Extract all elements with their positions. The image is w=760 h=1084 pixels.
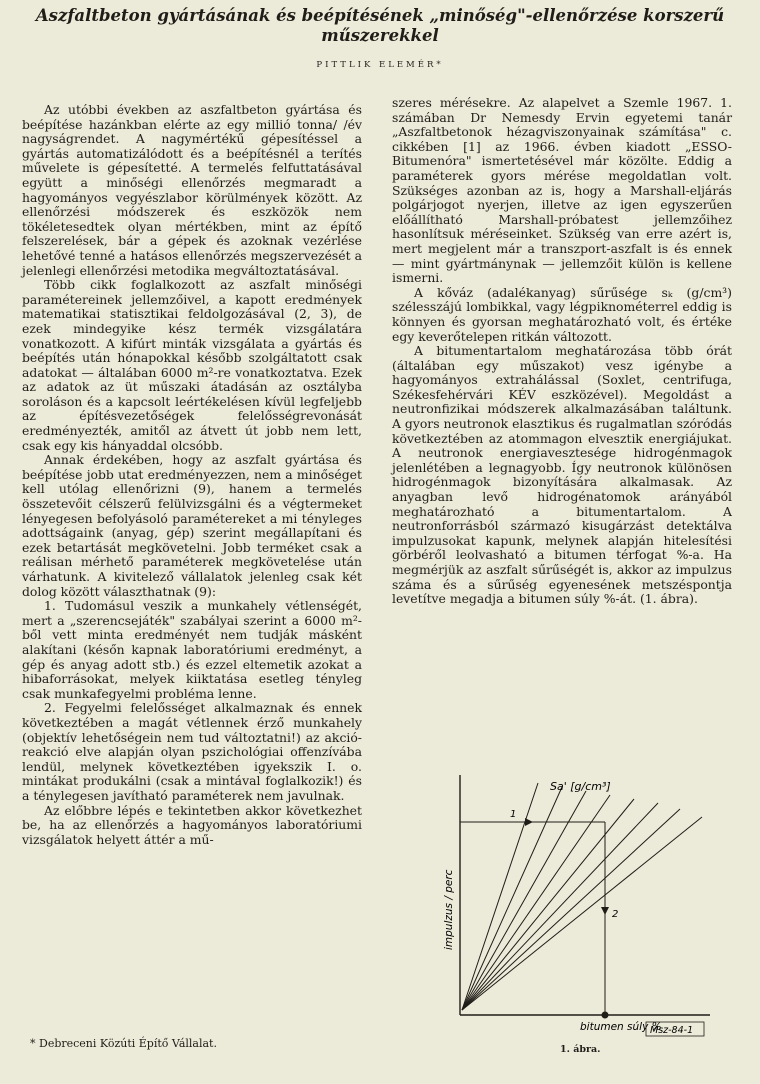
paragraph: Az utóbbi években az aszfaltbeton gyártása és beépítése hazánkban elérte az egy millió tonna/ /év nagyságrendet. A nagymértékű gépesítéssel a gyártás automatizálódott és a beépítésnél a terítés művelete is gépesítetté. A termelés felfuttatásával együtt a minőségi ellenőrzés megmaradt a hagyományos vegyészlabor körülmények között. Az ellenőrzési módszerek és eszközök nem tökéletesedtek olyan mértékben, mint az építő felszerelések, bár a gépek és azoknak vezérlése lehetővé tenné a hatásos ellenőrzés megszervezését a jelenlegi ellenőrzési metodika megváltoztatásával.: [22, 102, 362, 278]
figure-caption: 1. ábra.: [560, 1044, 601, 1055]
paragraph: Több cikk foglalkozott az aszfalt minőségi paramétereinek jellemzőivel, a kapott eredmények matematikai statisztikai feldolgozásával (2, 3), de ezek mindegyike kész termék vizsgálatára vonatkozott. A kifúrt minták vizsgálata a gyártás és beépítés után hónapokkal később szolgáltatott csak adatokat — általában 6000 m²-re vonatkoztatva. Ezek az adatok az üt műszaki átadásán az osztályba soroláson és a kapcsolt leértékelésen kívül legfeljebb az építésvezetőségek felelősségrevonását eredményezték, amitől az átvett út jobb nem lett, csak egy kis hányaddal olcsóbb.: [22, 277, 362, 453]
paragraph: 2. Fegyelmi felelősséget alkalmaznak és ennek következtében a magát vétlennek érző munkahely (objektív lehetőségein nem tud változtatni!) az akció-reakció elve alapján olyan pszichológiai offenzívába lendül, melynek következtében igyekszik I. o. mintákat produkálni (csak a mintával foglalkozik!) és a ténylegesen javítható paraméterek nem javulnak.: [22, 700, 362, 803]
paragraph: szeres mérésekre. Az alapelvet a Szemle 1967. 1. számában Dr Nemesdy Ervin egyetemi tanár „Aszfaltbetonok hézagviszonyainak számítása" c. cikkében [1] az 1966. évben kiadott „ESSO-Bitumenóra" ismertetésével már közölte. Eddig a paraméterek gyors mérése megoldatlan volt. Szükséges azonban az is, hogy a Marshall-eljárás polgárjogot nyerjen, illetve az igen egyszerűen előállítható Marshall-próbatest jellemzőihez hasonlítsuk méréseinket. Szükség van erre azért is, mert megjelent már a transzport-aszfalt is és ennek — mint gyártmánynak — jellemzőit külön is kellene ismerni.: [392, 95, 732, 286]
paragraph: Az előbbre lépés e tekintetben akkor következhet be, ha az ellenőrzés a hagyományos laboratóriumi vizsgálatok helyett áttér a mű-: [22, 802, 362, 847]
curve-label: Sa' [g/cm³]: [550, 780, 611, 793]
stamp: Msz-84-1: [650, 1025, 694, 1036]
paragraph: Annak érdekében, hogy az aszfalt gyártása és beépítése jobb utat eredményezzen, nem a minőséget kell utólag ellenőrizni (9), hanem a termelés összetevőit célszerű felülvizsgálni és a végtermeket lényegesen befolyásoló paramétereket a mi tényleges adottságaink (anyag, gép) szerint megállapítani és ezek betartását megkövetelni. Jobb terméket csak a reálisan mérhető paraméterek megkövetelése után várhatunk. A kivitelező vállalatok jelenleg csak két dolog között választhatnak (9):: [22, 452, 362, 599]
arrow-2: [601, 907, 609, 915]
calibration-diagram: [430, 765, 730, 1040]
right-column: [392, 96, 732, 607]
calibration-lines: [462, 783, 702, 1010]
paragraph: A bitumentartalom meghatározása több órát (általában egy műszakot) vesz igénybe a hagyományos extrahálással (Soxlet, centrifuga, Székesfehérvári KÉV eszközével). Megoldást a neutronfizikai módszerek alkalmazásában találtunk. A gyors neutronok elasztikus és rugalmatlan szóródás következtében az atommagon elvesztik energiájukat. A neutronok energiavesztesége hidrogénmagok jelenlétében a legnagyobb. Így neutronok különösen hidrogénmagok bizonyítására alkalmasak. Az anyagban levő hidrogénatomok arányából meghatározható a bitumentartalom. A neutronforrásból származó kisugárzást detektálva impulzusokat kapunk, melynek alapján hitelesítési görbéről leolvasható a bitumen térfogat %-a. Ha megmérjük az aszfalt sűrűségét is, akkor az impulzus száma és a sűrűség egyenesének metszéspontja levetítve megadja a bitumen súly %-át. (1. ábra).: [392, 343, 732, 607]
paragraph: A kőváz (adalékanyag) sűrűsége sₖ (g/cm³) szélesszájú lombikkal, vagy légpiknométerrel eddig is könnyen és gyorsan meghatározható volt, és értéke egy keverőtelepen ritkán változott.: [392, 284, 732, 344]
left-column: [22, 103, 362, 847]
arrow-1: [525, 818, 533, 826]
figure-1: [430, 765, 730, 1040]
article-title: Aszfaltbeton gyártásának és beépítésének „minőség"-ellenőrzése korszerű műszerekkel: [35, 6, 725, 45]
paragraph: 1. Tudomásul veszik a munkahely vétlenségét, mert a „szerencsejáték" szabályai szerint a 6000 m²-ből vett minta eredményét nem tudják másként alakítani (későn kapnak laboratóriumi eredményt, a gép és anyag adott stb.) és ezzel eltemetik azokat a hibaforrásokat, melyek kiiktatása esetleg tényleg csak munkafegyelmi probléma lenne.: [22, 598, 362, 701]
y-axis-label: impulzus / perc: [443, 869, 455, 950]
footnote: * Debreceni Közúti Építő Vállalat.: [30, 1037, 217, 1050]
calibration-line: [462, 795, 610, 1010]
author: PITTLIK ELEMÉR*: [316, 60, 444, 70]
marker-1: 1: [510, 809, 517, 820]
calibration-line: [462, 817, 702, 1010]
reading-point: [602, 1012, 609, 1019]
calibration-line: [462, 809, 680, 1010]
calibration-line: [462, 803, 658, 1010]
x-axis-label: bitumen súly %: [580, 1021, 662, 1033]
calibration-line: [462, 799, 634, 1010]
marker-2: 2: [612, 909, 619, 920]
calibration-line: [462, 787, 562, 1010]
